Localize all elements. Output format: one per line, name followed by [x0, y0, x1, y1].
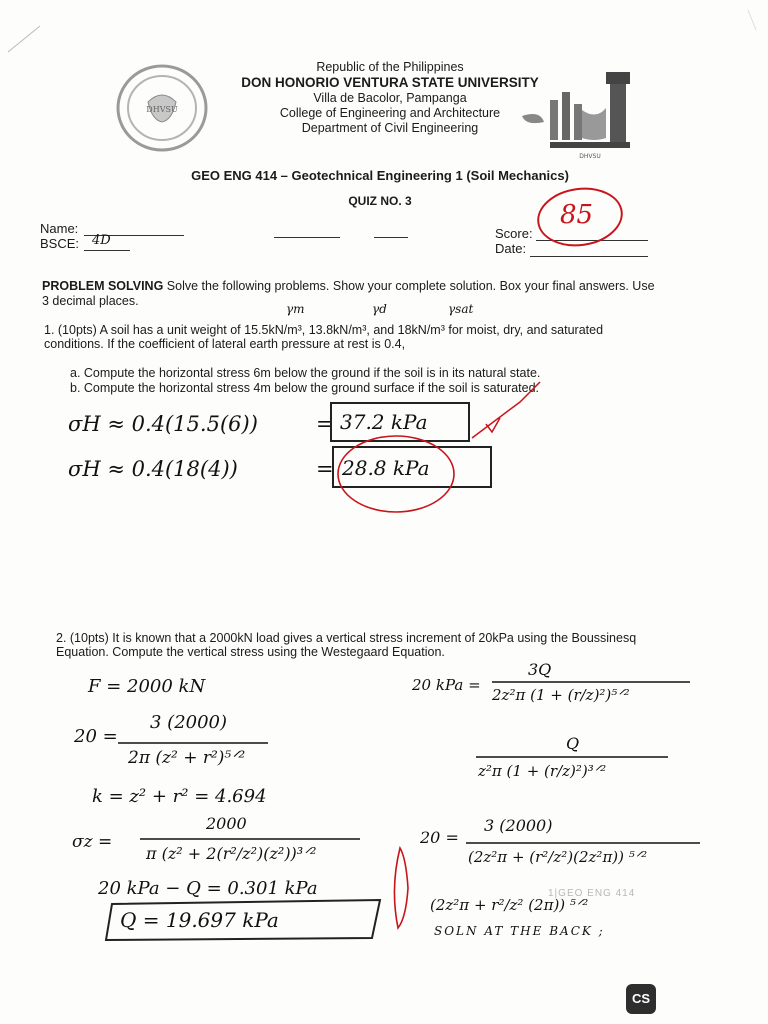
p2-right-q-num: Q: [566, 734, 580, 753]
problem1-part-a: a. Compute the horizontal stress 6m below the ground if the soil is in its natural state.: [70, 366, 541, 380]
p2-right-eq1-den: 2z²π (1 + (r/z)²)⁵ᐟ²: [492, 686, 630, 704]
bsce-value: 4D: [92, 233, 111, 248]
seal-right-text: DHVSU: [579, 153, 601, 160]
problem1-work-b-lhs: σH ≈ 0.4(18(4)): [68, 457, 238, 481]
instructions-heading: PROBLEM SOLVING: [42, 279, 164, 293]
p2-eq1-lhs: 20 =: [74, 726, 118, 747]
problem1-work-a-lhs: σH ≈ 0.4(15.5(6)): [68, 412, 258, 436]
course-title: GEO ENG 414 – Geotechnical Engineering 1 (Soil Mechanics): [191, 168, 569, 183]
date-label: Date:: [495, 241, 527, 256]
problem1-line2: conditions. If the coefficient of lateral earth pressure at rest is 0.4,: [44, 337, 406, 351]
p2-k-eq: k = z² + r² = 4.694: [92, 786, 267, 807]
header-college: College of Engineering and Architecture: [279, 106, 501, 120]
p2-eq1-den: 2π (z² + r²)⁵ᐟ²: [128, 748, 246, 768]
instructions-text-2: 3 decimal places.: [42, 294, 139, 308]
equals-a: =: [316, 412, 334, 436]
header-republic: Republic of the Philippines: [316, 60, 464, 74]
quiz-number: QUIZ NO. 3: [348, 194, 412, 208]
seal-left-text: DHVSU: [146, 105, 178, 114]
p2-right-eq1-lhs: 20 kPa =: [412, 676, 481, 694]
p2-sigma-lhs: σz =: [72, 832, 113, 852]
p2-right-eq2-lhs: 20 =: [420, 828, 459, 847]
p2-sigma-num: 2000: [206, 814, 247, 833]
problem1-work-a-answer: 37.2 kPa: [340, 410, 428, 434]
p2-eq1-num: 3 (2000): [150, 712, 228, 733]
instructions-text: Solve the following problems. Show your complete solution. Box your final answers. Use: [166, 279, 655, 293]
problem2-line2: Equation. Compute the vertical stress using the Westegaard Equation.: [56, 645, 445, 659]
problem1-line1: 1. (10pts) A soil has a unit weight of 15.5kN/m³, 13.8kN/m³, and 18kN/m³ for moist, dry, and saturated: [44, 323, 604, 337]
p2-result1: 20 kPa − Q = 0.301 kPa: [98, 878, 318, 899]
problem1-work-b-answer: 28.8 kPa: [342, 456, 430, 480]
header-university: DON HONORIO VENTURA STATE UNIVERSITY: [241, 75, 539, 90]
p2-final-answer: Q = 19.697 kPa: [120, 908, 279, 932]
equals-b: =: [316, 457, 334, 481]
bsce-label: BSCE:: [40, 236, 80, 251]
name-label: Name:: [40, 221, 79, 236]
p2-right-eq2-den: (2z²π + (r²/z²)(2z²π)) ⁵ᐟ²: [468, 848, 648, 866]
problem2-line1: 2. (10pts) It is known that a 2000kN load gives a vertical stress increment of 20kPa using the Boussinesq: [56, 631, 637, 645]
p2-given: F = 2000 kN: [88, 676, 206, 697]
camscanner-badge-icon: CS: [626, 984, 656, 1014]
score-label: Score:: [495, 226, 533, 241]
p2-right-eq2-num: 3 (2000): [484, 816, 553, 835]
p2-sigma-den: π (z² + 2(r²/z²)(z²))³ᐟ²: [146, 844, 317, 863]
p2-right-q-den: z²π (1 + (r/z)²)³ᐟ²: [478, 762, 607, 780]
page-stamp: 1|GEO ENG 414: [548, 888, 636, 899]
header-department: Department of Civil Engineering: [301, 121, 479, 135]
annotation-dry: γd: [372, 302, 387, 316]
problem1-part-b: b. Compute the horizontal stress 4m below the ground surface if the soil is saturated.: [70, 381, 539, 395]
annotation-moist: γm: [286, 302, 305, 316]
score-value: 85: [560, 200, 594, 230]
p2-right-eq1-num: 3Q: [528, 660, 552, 679]
annotation-saturated: γsat: [448, 302, 474, 316]
p2-right-eq3: (2z²π + r²/z² (2π)) ⁵ᐟ²: [430, 896, 589, 914]
header-location: Villa de Bacolor, Pampanga: [313, 91, 467, 105]
p2-note: SOLN AT THE BACK ;: [434, 924, 605, 938]
